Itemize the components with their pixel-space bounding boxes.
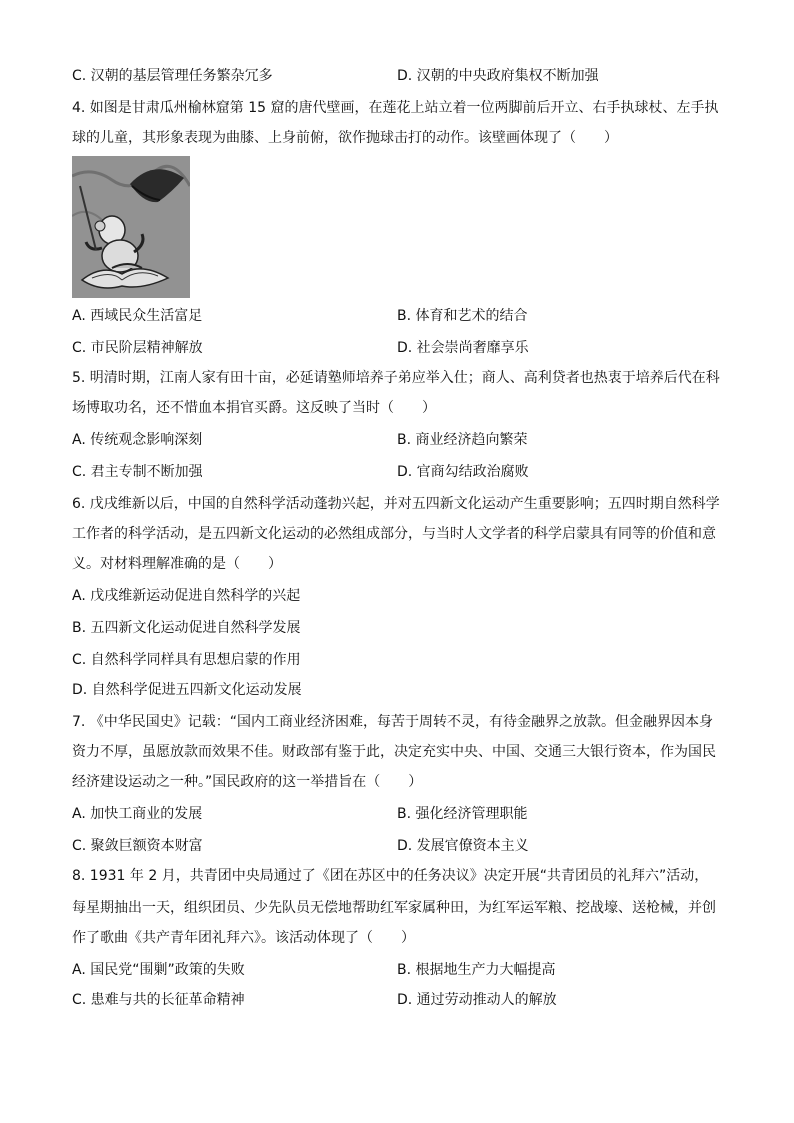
q6-stem-line3: 义。对材料理解准确的是（ ） <box>72 556 282 572</box>
q6-option-a: A. 戊戌维新运动促进自然科学的兴起 <box>72 588 301 604</box>
q7-option-b: B. 强化经济管理职能 <box>397 806 528 822</box>
q6-option-c: C. 自然科学同样具有思想启蒙的作用 <box>72 652 301 668</box>
mural-illustration <box>72 156 190 298</box>
q4-option-d: D. 社会崇尚奢靡享乐 <box>397 340 529 356</box>
q8-option-c: C. 患难与共的长征革命精神 <box>72 992 245 1008</box>
q5-options-cd <box>72 462 732 482</box>
q7-stem-line1: 7. 《中华民国史》记载：“国内工商业经济困难，每苦于周转不灵，有待金融界之放款。但金融界因本身 <box>72 714 714 730</box>
q7-stem-line3: 经济建设运动之一种。”国民政府的这一举措旨在（ ） <box>72 774 423 790</box>
q8-stem-line2: 每星期抽出一天，组织团员、少先队员无偿地帮助红军家属种田，为红军运军粮、挖战壕、送枪械，并创 <box>72 900 716 916</box>
q6-option-d: D. 自然科学促进五四新文化运动发展 <box>72 682 302 698</box>
q7-stem-line2: 资力不厚，虽愿放款而效果不佳。财政部有鉴于此，决定充实中央、中国、交通三大银行资本，作为国民 <box>72 744 716 760</box>
q6-option-b: B. 五四新文化运动促进自然科学发展 <box>72 620 301 636</box>
q7-options-ab <box>72 804 732 824</box>
q3-option-d: D. 汉朝的中央政府集权不断加强 <box>397 68 599 84</box>
q7-option-a: A. 加快工商业的发展 <box>72 806 203 822</box>
q8-option-b: B. 根据地生产力大幅提高 <box>397 962 556 978</box>
q3-option-c: C. 汉朝的基层管理任务繁杂冗多 <box>72 68 273 84</box>
q8-stem-line1: 8. 1931 年 2 月，共青团中央局通过了《团在苏区中的任务决议》决定开展“共青团员的礼拜六”活动， <box>72 868 709 884</box>
q5-option-a: A. 传统观念影响深刻 <box>72 432 203 448</box>
q5-stem-line1: 5. 明清时期，江南人家有田十亩，必延请塾师培养子弟应举入仕；商人、高利贷者也热衷于培养后代在科 <box>72 370 720 386</box>
q8-option-d: D. 通过劳动推动人的解放 <box>397 992 557 1008</box>
q7-option-c: C. 聚敛巨额资本财富 <box>72 838 203 854</box>
q5-options-ab <box>72 430 732 450</box>
q3-options-cd <box>72 66 732 86</box>
q6-stem-line1: 6. 戊戌维新以后，中国的自然科学活动蓬勃兴起，并对五四新文化运动产生重要影响；五四时期自然科学 <box>72 496 720 512</box>
q8-stem-line3: 作了歌曲《共产青年团礼拜六》。该活动体现了（ ） <box>72 930 415 946</box>
q4-options-cd <box>72 338 732 358</box>
q8-options-cd <box>72 990 732 1010</box>
q5-option-b: B. 商业经济趋向繁荣 <box>397 432 528 448</box>
q4-stem-line2: 球的儿童，其形象表现为曲膝、上身前俯，欲作抛球击打的动作。该壁画体现了（ ） <box>72 130 618 146</box>
q5-stem-line2: 场博取功名，还不惜血本捐官买爵。这反映了当时（ ） <box>72 400 436 416</box>
q8-option-a: A. 国民党“围剿”政策的失败 <box>72 962 245 978</box>
q4-option-c: C. 市民阶层精神解放 <box>72 340 203 356</box>
q7-options-cd <box>72 836 732 856</box>
q4-stem-line1: 4. 如图是甘肃瓜州榆林窟第 15 窟的唐代壁画，在莲花上站立着一位两脚前后开立、右手执球杖、左手执 <box>72 100 719 116</box>
q4-option-b: B. 体育和艺术的结合 <box>397 308 528 324</box>
q6-stem-line2: 工作者的科学活动，是五四新文化运动的必然组成部分，与当时人文学者的科学启蒙具有同等的价值和意 <box>72 526 716 542</box>
q8-options-ab <box>72 960 732 980</box>
q4-option-a: A. 西域民众生活富足 <box>72 308 203 324</box>
q7-option-d: D. 发展官僚资本主义 <box>397 838 529 854</box>
mural-image <box>72 156 190 298</box>
q5-option-d: D. 官商勾结政治腐败 <box>397 464 529 480</box>
q4-options-ab <box>72 306 732 326</box>
q5-option-c: C. 君主专制不断加强 <box>72 464 203 480</box>
